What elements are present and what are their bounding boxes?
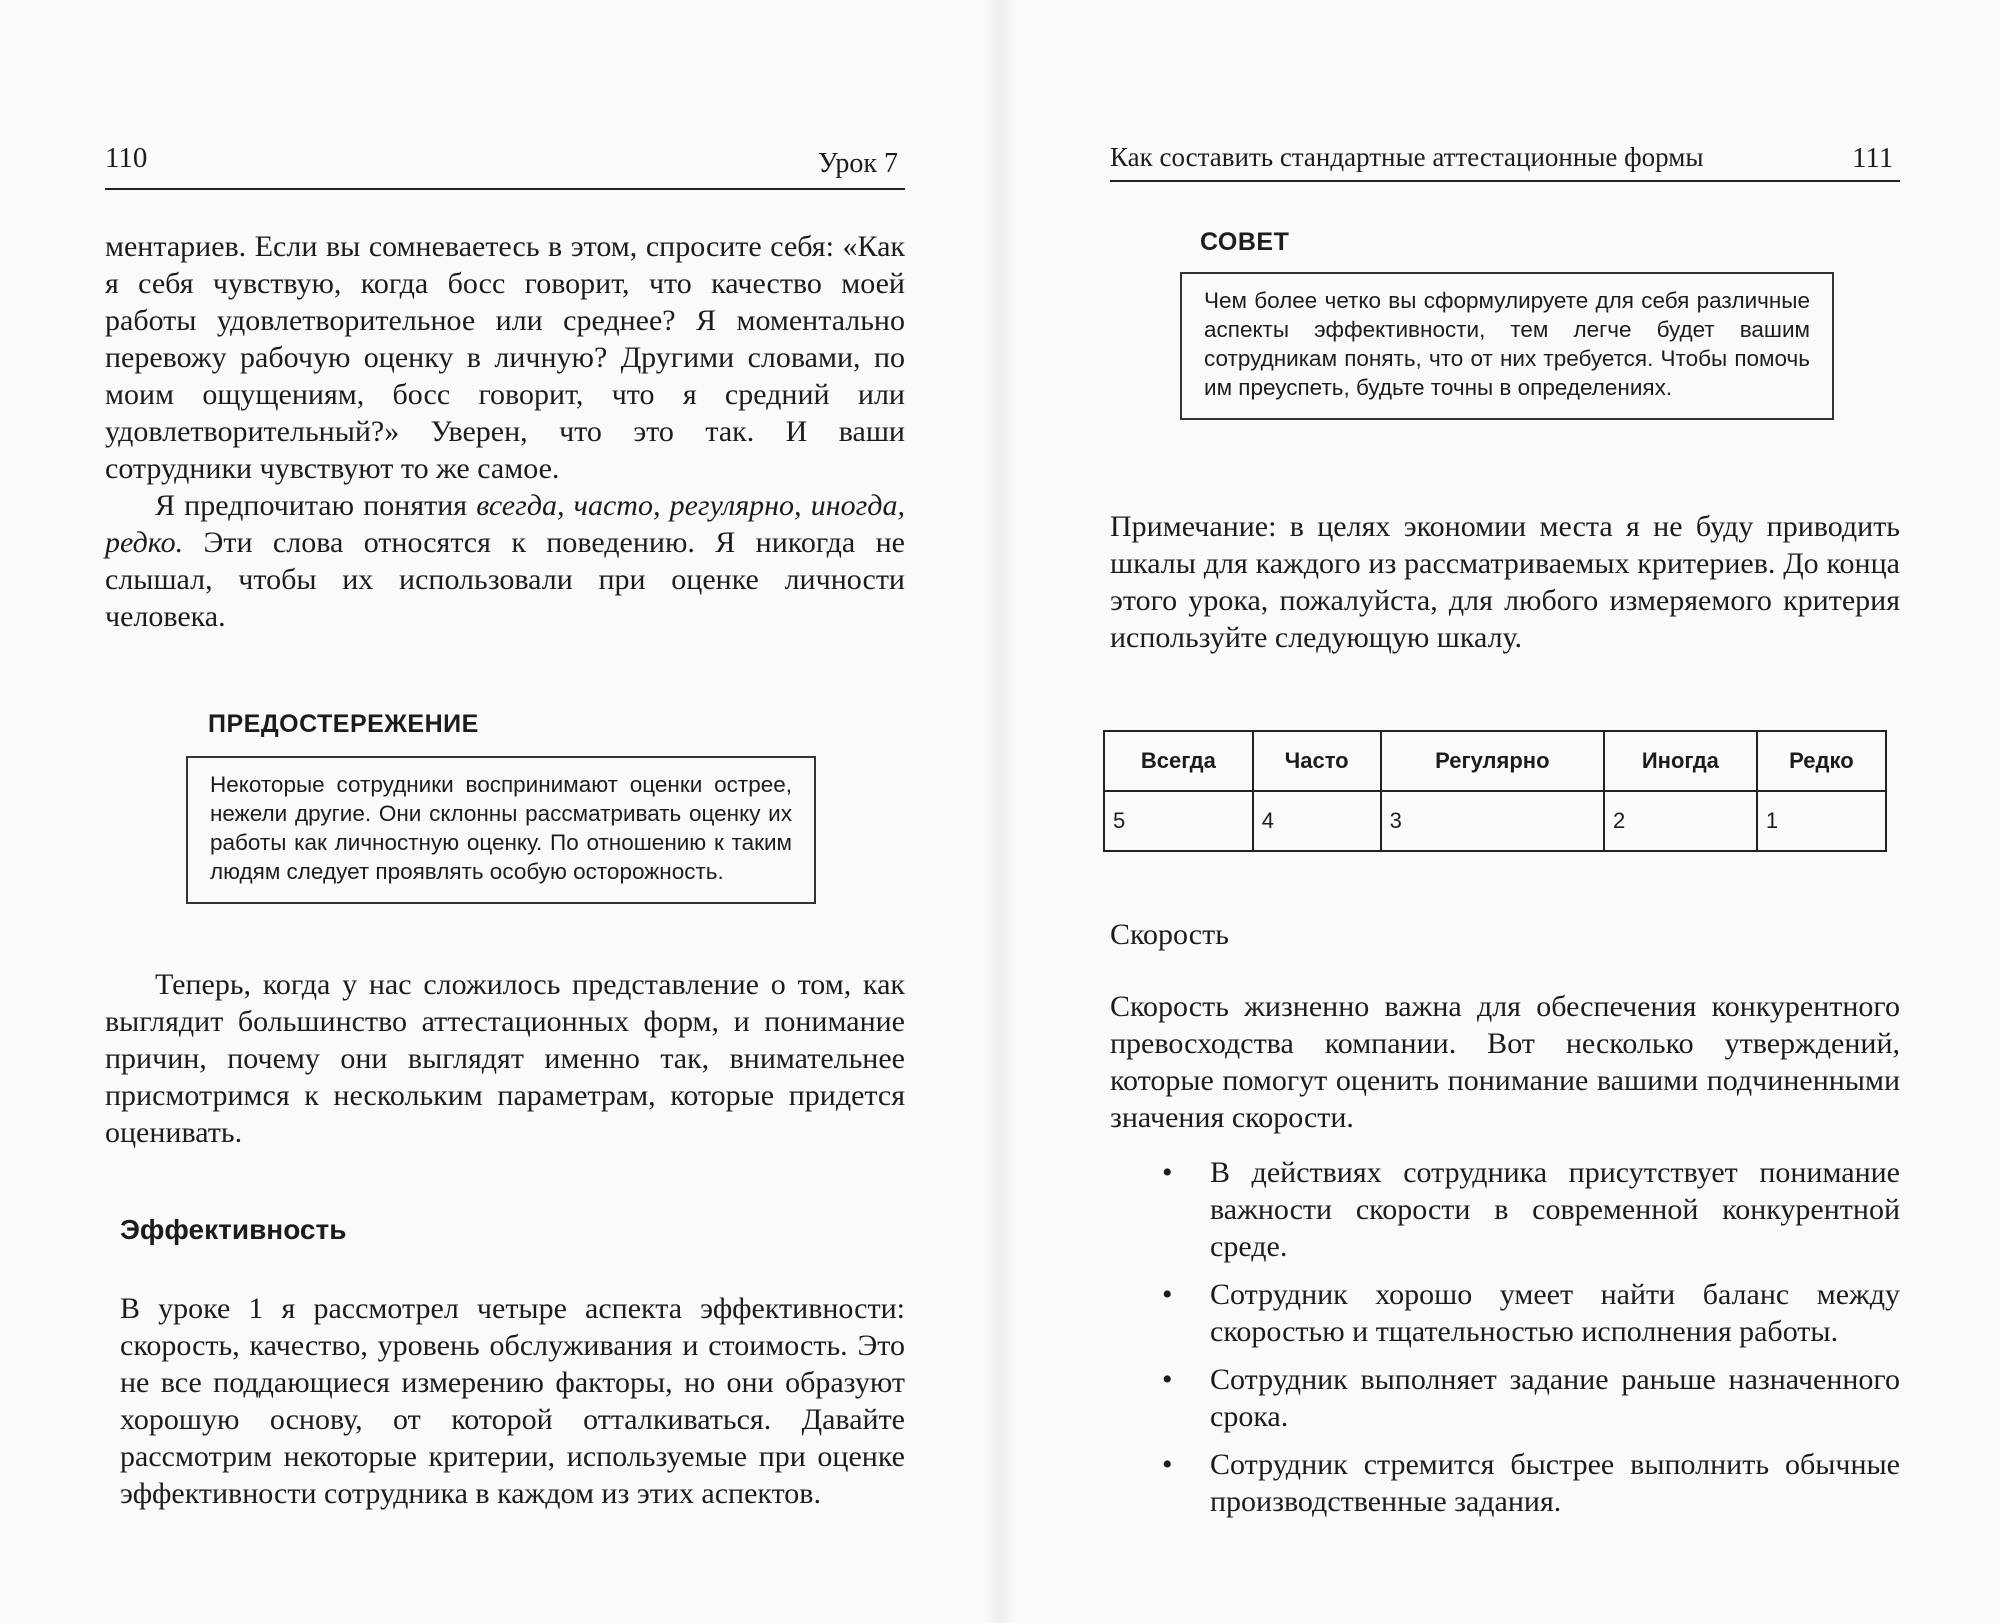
warning-title-text: ПРЕДОСТЕРЕЖЕНИЕ — [208, 710, 479, 738]
subsection-title-text: Скорость — [1110, 918, 1229, 951]
scale-value-cell: 5 — [1104, 791, 1253, 851]
section-title — [120, 1214, 346, 1246]
scale-value-cell: 2 — [1604, 791, 1757, 851]
transition-paragraph: Теперь, когда у нас сложилось представление о том, как выглядит большинство аттестационных форм, и понимание причин, почему они выглядят именно так, внимательнее присмотримся к нескольким параметрам, которые придется оценивать. — [105, 968, 905, 1149]
right-page-number: 111 — [1852, 142, 1894, 174]
preference-paragraph — [105, 487, 905, 635]
note-block — [1110, 508, 1900, 656]
left-page-number: 110 — [105, 142, 148, 174]
section-title-text: Эффективность — [120, 1214, 347, 1245]
speed-block — [1110, 988, 1900, 1136]
subsection-title — [1110, 918, 1229, 952]
scale-value-cell: 1 — [1757, 791, 1886, 851]
scale-header-row — [1104, 731, 1886, 791]
tip-title — [1200, 228, 1289, 257]
scale-header-cell: Редко — [1757, 731, 1886, 791]
intro-paragraph: ментариев. Если вы сомневаетесь в этом, спросите себя: «Как я себя чувствую, когда босс говорит, что качество моей работы удовлетворительное или среднее? Я моментально перевожу рабочую оценку в личную? Другими словами, по моим ощущениям, босс говорит, что я средний или удовлетворительный?» Уверен, что это так. И ваши сотрудники чувствуют то же самое. — [105, 230, 905, 485]
scale-header-cell: Часто — [1253, 731, 1381, 791]
speed-paragraph: Скорость жизненно важна для обеспечения конкурентного превосходства компании. Вот несколько утверждений, которые помогут оценить понимание вашими подчиненными значения скорости. — [1110, 990, 1900, 1134]
preference-terms: всегда, часто, регулярно, иногда, редко. — [105, 489, 905, 559]
warning-title — [208, 710, 479, 739]
list-item-text: Сотрудник хорошо умеет найти баланс между скоростью и тщательностью исполнения работы. — [1210, 1278, 1900, 1348]
bullet-dot-icon: • — [1162, 1363, 1173, 1396]
bullet-list-block — [1110, 1154, 1900, 1531]
warning-box: Некоторые сотрудники воспринимают оценки острее, нежели другие. Они склонны рассматривать оценку их работы как личностную оценку. По отношению к таким людям следует проявлять особую осторожность. — [186, 756, 816, 904]
bullet-list — [1110, 1154, 1900, 1520]
list-item — [1110, 1154, 1900, 1265]
note-paragraph: Примечание: в целях экономии места я не буду приводить шкалы для каждого из рассматриваемых критериев. До конца этого урока, пожалуйста, для любого измеряемого критерия используйте следующую шкалу. — [1110, 510, 1900, 654]
list-item-text: Сотрудник выполняет задание раньше назначенного срока. — [1210, 1363, 1900, 1433]
scale-header-cell: Регулярно — [1381, 731, 1604, 791]
scale-header-cell: Всегда — [1104, 731, 1253, 791]
left-header-rule — [105, 188, 905, 190]
scale-value-row — [1104, 791, 1886, 851]
left-body — [105, 228, 905, 635]
scale-value-cell: 3 — [1381, 791, 1604, 851]
scale-value-cell: 4 — [1253, 791, 1381, 851]
list-item — [1110, 1276, 1900, 1350]
scale-table — [1103, 730, 1887, 852]
preference-text-after: Эти слова относятся к поведению. Я никогда не слышал, чтобы их использовали при оценке личности человека. — [105, 526, 905, 633]
preference-text-before: Я предпочитаю понятия — [155, 489, 477, 522]
transition-block — [105, 966, 905, 1151]
scale-header-cell: Иногда — [1604, 731, 1757, 791]
list-item-text: Сотрудник стремится быстрее выполнить обычные производственные задания. — [1210, 1448, 1900, 1518]
bullet-dot-icon: • — [1162, 1278, 1173, 1311]
list-item-text: В действиях сотрудника присутствует понимание важности скорости в современной конкурентной среде. — [1210, 1156, 1900, 1263]
effectiveness-block — [120, 1290, 905, 1512]
right-header-rule — [1110, 180, 1900, 182]
tip-box: Чем более четко вы сформулируете для себя различные аспекты эффективности, тем легче будет вашим сотрудникам понять, что от них требуется. Чтобы помочь им преуспеть, будьте точны в определениях. — [1180, 272, 1834, 420]
right-running-head: Как составить стандартные аттестационные формы — [1110, 142, 1704, 172]
left-running-head: Урок 7 — [818, 148, 898, 179]
bullet-dot-icon: • — [1162, 1448, 1173, 1481]
tip-title-text: СОВЕТ — [1200, 228, 1290, 256]
list-item — [1110, 1446, 1900, 1520]
gutter-shadow — [985, 0, 1015, 1623]
effectiveness-paragraph: В уроке 1 я рассмотрел четыре аспекта эффективности: скорость, качество, уровень обслуживания и стоимость. Это не все поддающиеся измерению факторы, но они образуют хорошую основу, от которой отталкиваться. Давайте рассмотрим некоторые критерии, используемые при оценке эффективности сотрудника в каждом из этих аспектов. — [120, 1292, 905, 1510]
list-item — [1110, 1361, 1900, 1435]
bullet-dot-icon: • — [1162, 1156, 1173, 1189]
